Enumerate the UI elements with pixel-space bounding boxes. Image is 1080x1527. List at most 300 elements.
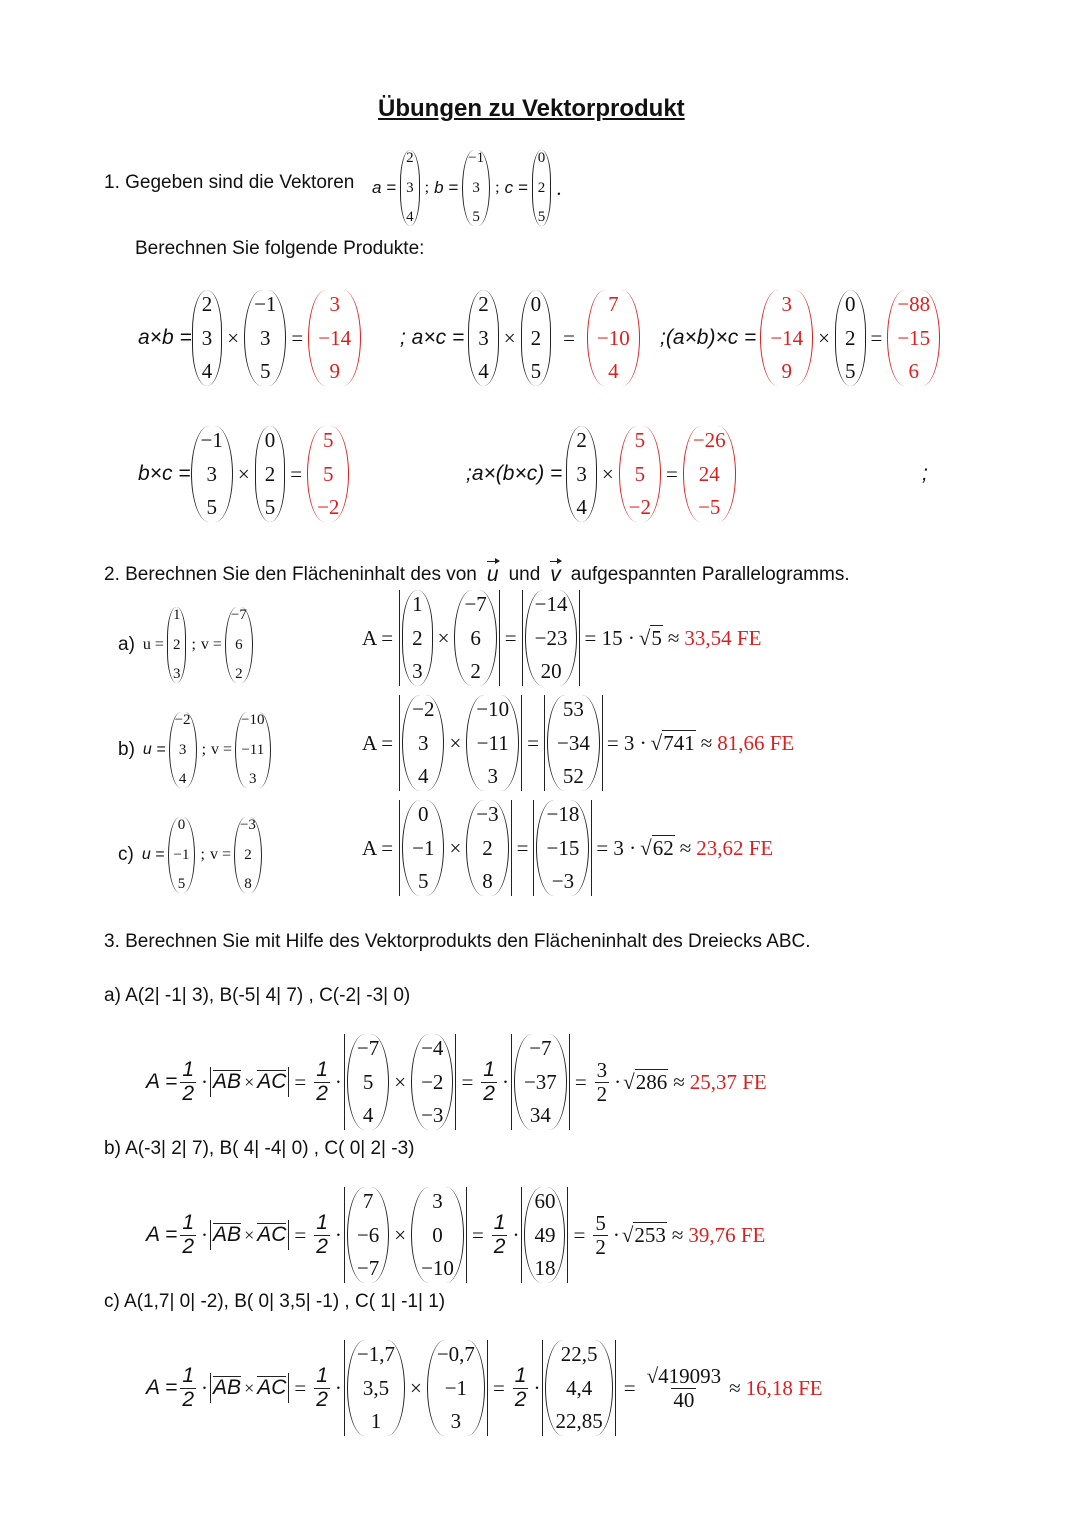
matrix-vector bbox=[402, 695, 444, 791]
math-term: −14 bbox=[534, 592, 568, 616]
matrix-vector bbox=[411, 1187, 464, 1283]
square-root: √741 bbox=[650, 730, 695, 755]
math-term: 4,4 bbox=[565, 1375, 593, 1400]
math-term: AB bbox=[213, 1070, 242, 1093]
math-term: −0,7 bbox=[436, 1342, 475, 1366]
task3-instruction: 3. Berechnen Sie mit Hilfe des Vektorprodukts den Flächeninhalt des Dreiecks ABC. bbox=[104, 931, 811, 952]
math-term: 5 bbox=[323, 428, 334, 452]
math-term: −1 bbox=[200, 428, 223, 452]
math-term: und bbox=[508, 564, 541, 585]
math-term: 6 bbox=[235, 636, 243, 653]
math-term: = bbox=[623, 1375, 636, 1400]
math-term: −4 bbox=[421, 1036, 444, 1060]
math-term: −7 bbox=[356, 1256, 380, 1280]
math-term: 1 bbox=[182, 1211, 195, 1235]
fraction bbox=[180, 1212, 196, 1257]
math-term: ≈ bbox=[729, 1375, 741, 1400]
math-term: 0 bbox=[537, 150, 546, 166]
math-term: 4 bbox=[478, 359, 489, 383]
math-term: 3,5 bbox=[362, 1375, 390, 1400]
operator: × bbox=[449, 730, 462, 755]
absolute-value bbox=[344, 1340, 488, 1436]
matrix-vector bbox=[835, 290, 866, 386]
absolute-value bbox=[533, 800, 592, 896]
operator: = bbox=[516, 835, 529, 860]
math-term: 24 bbox=[698, 461, 720, 486]
square-root: √286 bbox=[623, 1069, 668, 1094]
math-term: 3 bbox=[172, 666, 181, 682]
math-term: u bbox=[486, 563, 499, 586]
math-term: −15 bbox=[546, 835, 580, 860]
math-term: A = bbox=[146, 1223, 178, 1246]
fraction bbox=[513, 1365, 529, 1410]
operator: × bbox=[818, 325, 830, 350]
math-term: 8 bbox=[482, 869, 493, 893]
math-term: 5 bbox=[177, 876, 186, 892]
vector-a-label: a = bbox=[372, 178, 397, 197]
math-term: v = bbox=[209, 846, 231, 863]
matrix-vector bbox=[235, 712, 270, 788]
math-term: 9 bbox=[329, 359, 340, 383]
absolute-value bbox=[210, 1220, 289, 1250]
math-term: AB bbox=[213, 1376, 242, 1399]
task3c-points: c) A(1,7| 0| -2), B( 0| 3,5| -1) , C( 1| -1| 1) bbox=[104, 1291, 446, 1312]
math-term: · bbox=[334, 1069, 342, 1094]
absolute-value bbox=[210, 1373, 289, 1403]
task1-intro: 1. Gegeben sind die Vektoren bbox=[104, 172, 355, 193]
matrix-vector bbox=[167, 607, 187, 683]
math-term: 5 bbox=[323, 461, 334, 486]
matrix-vector bbox=[402, 590, 433, 686]
math-term: A = bbox=[362, 730, 394, 755]
math-term: −34 bbox=[556, 730, 590, 755]
fraction bbox=[314, 1212, 330, 1257]
math-term: 1 bbox=[172, 607, 181, 623]
result-area: 23,62 FE bbox=[696, 835, 774, 860]
math-term: 2 bbox=[576, 428, 587, 452]
matrix-vector bbox=[760, 290, 813, 386]
matrix-vector bbox=[347, 1034, 389, 1130]
fraction bbox=[492, 1212, 508, 1257]
math-term: v bbox=[550, 563, 561, 586]
math-term: 2 bbox=[530, 325, 542, 350]
vector-b bbox=[462, 150, 490, 226]
math-term: 1 bbox=[316, 1364, 328, 1388]
math-term: 5 bbox=[472, 209, 480, 225]
math-term: 1 bbox=[514, 1364, 527, 1388]
matrix-vector bbox=[466, 695, 519, 791]
vector-c-label: c = bbox=[504, 178, 528, 197]
product-a-x-bxc bbox=[466, 426, 736, 522]
math-term: ; bbox=[495, 179, 500, 196]
operator: = bbox=[291, 325, 304, 350]
math-term: −11 bbox=[241, 741, 265, 758]
fraction bbox=[180, 1059, 196, 1104]
math-term: 2 bbox=[595, 1234, 606, 1259]
result-vector bbox=[887, 290, 940, 386]
math-term: AC bbox=[257, 1376, 287, 1399]
absolute-value bbox=[344, 1187, 467, 1283]
math-term: 49 bbox=[534, 1222, 556, 1247]
matrix-vector bbox=[454, 590, 496, 686]
math-term: −1,7 bbox=[356, 1342, 395, 1366]
math-term: 3 bbox=[781, 292, 792, 316]
math-term: A = bbox=[146, 1376, 178, 1399]
operator: = bbox=[290, 461, 303, 486]
operator: = bbox=[527, 730, 539, 755]
math-term: −2 bbox=[317, 495, 340, 519]
math-term: 2 bbox=[201, 292, 213, 316]
task3a-solution bbox=[146, 1034, 767, 1130]
math-term: 20 bbox=[540, 659, 562, 683]
product-axb-x-c bbox=[660, 290, 940, 386]
matrix-vector bbox=[255, 426, 286, 522]
math-term: 2 bbox=[596, 1081, 608, 1106]
task2c-solution bbox=[362, 800, 773, 896]
page-title: Übungen zu Vektorprodukt bbox=[378, 95, 685, 122]
fraction bbox=[314, 1365, 330, 1410]
math-term: 3 bbox=[412, 659, 423, 683]
math-term: 2 bbox=[316, 1387, 328, 1411]
math-term: = bbox=[461, 1069, 474, 1094]
math-term: 2 bbox=[514, 1387, 527, 1411]
vector-b-label: b = bbox=[434, 178, 459, 197]
math-term: 6 bbox=[470, 625, 481, 650]
square-root: √5 bbox=[638, 625, 662, 650]
math-term: ;(a×b)×c = bbox=[660, 326, 757, 349]
math-term: 53 bbox=[562, 697, 584, 721]
math-term: = bbox=[294, 1222, 307, 1247]
math-term: 3 bbox=[249, 771, 257, 787]
math-term: −7 bbox=[464, 592, 487, 616]
math-term: 3 bbox=[260, 325, 271, 350]
math-term: AB bbox=[213, 1223, 242, 1246]
absolute-value bbox=[521, 1187, 568, 1283]
vector-a bbox=[400, 150, 420, 226]
math-term: a×b = bbox=[138, 326, 192, 349]
math-term: ≈ bbox=[700, 730, 713, 755]
matrix-vector bbox=[225, 607, 253, 683]
math-term: −2 bbox=[628, 495, 651, 519]
math-term: 3 bbox=[432, 1189, 443, 1213]
math-term: 3 bbox=[329, 292, 340, 316]
absolute-value bbox=[522, 590, 581, 686]
math-term: 2 bbox=[182, 1387, 195, 1411]
math-term: 5 bbox=[418, 869, 429, 893]
operator: × bbox=[227, 325, 240, 350]
operator: = bbox=[666, 461, 678, 486]
math-term: a) bbox=[118, 634, 135, 655]
math-term: 3 bbox=[406, 179, 414, 196]
math-term: u = bbox=[142, 741, 166, 758]
math-term: 1 bbox=[316, 1211, 328, 1235]
math-term: v = bbox=[200, 636, 222, 653]
math-term: ≈ bbox=[673, 1069, 685, 1094]
math-term: −37 bbox=[523, 1069, 557, 1094]
math-term: · bbox=[533, 1375, 541, 1400]
math-term: c) bbox=[118, 844, 134, 865]
math-term: · bbox=[512, 1222, 520, 1247]
math-term: 2 bbox=[264, 461, 276, 486]
product-axc bbox=[400, 290, 640, 386]
math-term: 2 bbox=[172, 636, 181, 653]
math-term: 5 bbox=[260, 359, 271, 383]
math-term: ≈ bbox=[667, 625, 680, 650]
math-term: 3 bbox=[418, 730, 429, 755]
math-term: 5 bbox=[362, 1069, 374, 1094]
result-area: 39,76 FE bbox=[688, 1222, 766, 1247]
math-term: 0 bbox=[418, 802, 429, 826]
math-term: −15 bbox=[897, 325, 931, 350]
math-term: −10 bbox=[421, 1256, 454, 1280]
math-term: 60 bbox=[534, 1189, 556, 1213]
math-term: −2 bbox=[174, 712, 191, 728]
math-term: 22,85 bbox=[555, 1409, 603, 1433]
math-term: 3 bbox=[478, 325, 489, 350]
task2c-given bbox=[118, 817, 262, 893]
matrix-vector bbox=[168, 817, 196, 893]
math-term: = bbox=[492, 1375, 505, 1400]
math-term: 2 bbox=[244, 846, 252, 863]
math-term: = bbox=[574, 1069, 587, 1094]
math-term: √419093 bbox=[646, 1364, 722, 1389]
math-term: −7 bbox=[529, 1036, 552, 1060]
square-root: √62 bbox=[640, 835, 674, 860]
math-term: −14 bbox=[318, 325, 352, 350]
math-term: 7 bbox=[608, 292, 619, 316]
matrix-vector bbox=[545, 1340, 612, 1436]
math-term: 3 bbox=[178, 741, 187, 758]
math-term: . bbox=[556, 175, 562, 200]
math-term: 1 bbox=[370, 1409, 382, 1433]
task3b-points: b) A(-3| 2| 7), B( 4| -4| 0) , C( 0| 2| -3) bbox=[104, 1138, 415, 1159]
math-term: −7 bbox=[356, 1036, 380, 1060]
math-term: −11 bbox=[476, 730, 509, 755]
math-term: 5 bbox=[537, 209, 546, 225]
task2-instruction bbox=[104, 563, 850, 587]
matrix-vector bbox=[427, 1340, 485, 1436]
given-vectors bbox=[372, 150, 567, 226]
math-term: × bbox=[243, 1377, 256, 1398]
math-term: 286 bbox=[635, 1069, 668, 1094]
math-term: −1 bbox=[173, 846, 190, 863]
math-term: 4 bbox=[178, 771, 187, 787]
math-term: 4 bbox=[362, 1103, 374, 1127]
task3b-solution bbox=[146, 1187, 765, 1283]
math-term: −14 bbox=[770, 325, 804, 350]
math-term: 8 bbox=[244, 876, 252, 892]
matrix-vector bbox=[525, 590, 578, 686]
operator: = bbox=[563, 325, 575, 350]
math-term: 5 bbox=[530, 359, 542, 383]
math-term: = bbox=[294, 1375, 307, 1400]
math-term: × bbox=[394, 1069, 407, 1094]
math-term: 2 bbox=[235, 666, 243, 682]
math-term: 3 bbox=[472, 179, 480, 196]
math-term: 1 bbox=[493, 1211, 506, 1235]
math-term: −1 bbox=[254, 292, 277, 316]
operator: = bbox=[870, 325, 883, 350]
fraction bbox=[180, 1365, 196, 1410]
matrix-vector bbox=[514, 1034, 567, 1130]
math-term: −5 bbox=[698, 495, 721, 519]
matrix-vector bbox=[402, 800, 444, 896]
math-term: 5 bbox=[595, 1211, 606, 1236]
operator: = bbox=[504, 625, 517, 650]
matrix-vector bbox=[521, 290, 552, 386]
math-term: 3 bbox=[201, 325, 213, 350]
result-vector bbox=[587, 290, 640, 386]
math-term: 0 bbox=[845, 292, 856, 316]
math-term: −3 bbox=[551, 869, 575, 893]
math-term: −1 bbox=[468, 150, 485, 166]
fraction bbox=[314, 1059, 330, 1104]
math-term: 9 bbox=[781, 359, 792, 383]
result-area: 16,18 FE bbox=[745, 1375, 823, 1400]
math-term: ; bbox=[191, 636, 196, 653]
math-term: 2 bbox=[406, 150, 414, 166]
math-term: 3 bbox=[576, 461, 587, 486]
math-term: u = bbox=[142, 636, 164, 653]
math-term: · bbox=[201, 1375, 209, 1400]
absolute-value bbox=[210, 1067, 289, 1097]
matrix-vector bbox=[466, 800, 508, 896]
absolute-value bbox=[399, 695, 522, 791]
math-term: = 3 · bbox=[596, 835, 637, 860]
math-term: A = bbox=[146, 1070, 178, 1093]
math-term: · bbox=[201, 1222, 209, 1247]
math-term: 3 bbox=[596, 1058, 608, 1083]
matrix-vector bbox=[411, 1034, 453, 1130]
math-term: −3 bbox=[421, 1103, 444, 1127]
task3c-solution bbox=[146, 1340, 823, 1436]
math-term: −2 bbox=[412, 697, 435, 721]
math-term: AC bbox=[257, 1070, 287, 1093]
result-vector bbox=[307, 426, 349, 522]
math-term: 741 bbox=[663, 730, 695, 755]
math-term: 253 bbox=[634, 1222, 666, 1247]
math-term: 0 bbox=[177, 817, 186, 833]
math-term: −1 bbox=[412, 835, 435, 860]
math-term: 2 bbox=[470, 659, 481, 683]
math-term: ≈ bbox=[671, 1222, 684, 1247]
task2b-solution bbox=[362, 695, 794, 791]
math-term: −3 bbox=[476, 802, 499, 826]
math-term: aufgespannten Parallelogramms. bbox=[570, 564, 850, 585]
result-area: 25,37 FE bbox=[689, 1069, 767, 1094]
math-term: · bbox=[201, 1069, 209, 1094]
math-term: = 3 · bbox=[606, 730, 647, 755]
math-term: 1 bbox=[316, 1058, 328, 1082]
math-term: 1 bbox=[182, 1364, 195, 1388]
task1-instruction: Berechnen Sie folgende Produkte: bbox=[135, 238, 425, 259]
task2b-given bbox=[118, 712, 271, 788]
square-root: √253 bbox=[621, 1222, 666, 1247]
trailing-semicolon: ; bbox=[922, 462, 928, 485]
absolute-value bbox=[544, 695, 603, 791]
task2a-solution bbox=[362, 590, 761, 686]
math-term: 4 bbox=[418, 764, 429, 788]
math-term: 18 bbox=[534, 1256, 556, 1280]
math-term: b×c = bbox=[138, 462, 191, 485]
math-term: −3 bbox=[239, 817, 256, 833]
math-term: AC bbox=[257, 1223, 287, 1246]
math-term: −10 bbox=[596, 325, 630, 350]
math-term: 62 bbox=[652, 835, 674, 860]
math-term: 1 bbox=[483, 1058, 495, 1082]
math-term: 2 bbox=[182, 1234, 195, 1258]
math-term: ; bbox=[201, 741, 207, 758]
fraction bbox=[647, 1365, 722, 1410]
operator: × bbox=[449, 835, 462, 860]
absolute-value bbox=[344, 1034, 457, 1130]
matrix-vector bbox=[619, 426, 661, 522]
math-term: 1 bbox=[412, 592, 423, 616]
matrix-vector bbox=[192, 290, 223, 386]
matrix-vector bbox=[191, 426, 233, 522]
math-term: × bbox=[394, 1222, 407, 1247]
matrix-vector bbox=[536, 800, 589, 896]
matrix-vector bbox=[169, 712, 197, 788]
math-term: 40 bbox=[673, 1387, 695, 1412]
math-term: · bbox=[334, 1222, 342, 1247]
math-term: −88 bbox=[897, 292, 931, 316]
operator: × bbox=[601, 461, 614, 486]
task2a-given bbox=[118, 607, 253, 683]
math-term: 52 bbox=[562, 764, 584, 788]
math-term: 5 bbox=[264, 495, 276, 519]
matrix-vector bbox=[547, 695, 600, 791]
math-term: −7 bbox=[230, 607, 247, 623]
math-term: 3 bbox=[487, 764, 498, 788]
math-term: × bbox=[410, 1375, 422, 1400]
math-term: 7 bbox=[362, 1189, 374, 1213]
math-term: 2 bbox=[316, 1081, 328, 1105]
math-term: 4 bbox=[201, 359, 213, 383]
math-term: v = bbox=[211, 741, 233, 758]
math-term: 5 bbox=[845, 359, 856, 383]
math-term: = bbox=[294, 1069, 307, 1094]
math-term: −23 bbox=[534, 625, 568, 650]
fraction bbox=[595, 1059, 610, 1104]
math-term: 2 bbox=[182, 1081, 195, 1105]
math-term: 0 bbox=[432, 1222, 443, 1247]
result-vector bbox=[683, 426, 736, 522]
math-term: 2 bbox=[483, 1081, 495, 1105]
absolute-value bbox=[511, 1034, 570, 1130]
math-term: ; a×c = bbox=[400, 326, 465, 349]
matrix-vector bbox=[468, 290, 499, 386]
matrix-vector bbox=[244, 290, 286, 386]
math-term: ; bbox=[424, 179, 430, 196]
vector-c bbox=[532, 150, 552, 226]
math-term: 2 bbox=[537, 179, 546, 196]
math-term: 4 bbox=[608, 359, 619, 383]
math-term: 6 bbox=[908, 359, 920, 383]
absolute-value bbox=[399, 590, 500, 686]
math-term: ;a×(b×c) = bbox=[466, 462, 563, 485]
fraction bbox=[593, 1212, 608, 1257]
result-area: 81,66 FE bbox=[717, 730, 795, 755]
absolute-value bbox=[542, 1340, 615, 1436]
matrix-vector bbox=[347, 1340, 405, 1436]
math-term: × bbox=[243, 1071, 256, 1092]
operator: × bbox=[437, 625, 450, 650]
math-term: 2 bbox=[482, 835, 493, 860]
matrix-vector bbox=[234, 817, 262, 893]
math-term: −2 bbox=[421, 1069, 444, 1094]
math-term: 2. Berechnen Sie den Flächeninhalt des von bbox=[104, 564, 477, 585]
